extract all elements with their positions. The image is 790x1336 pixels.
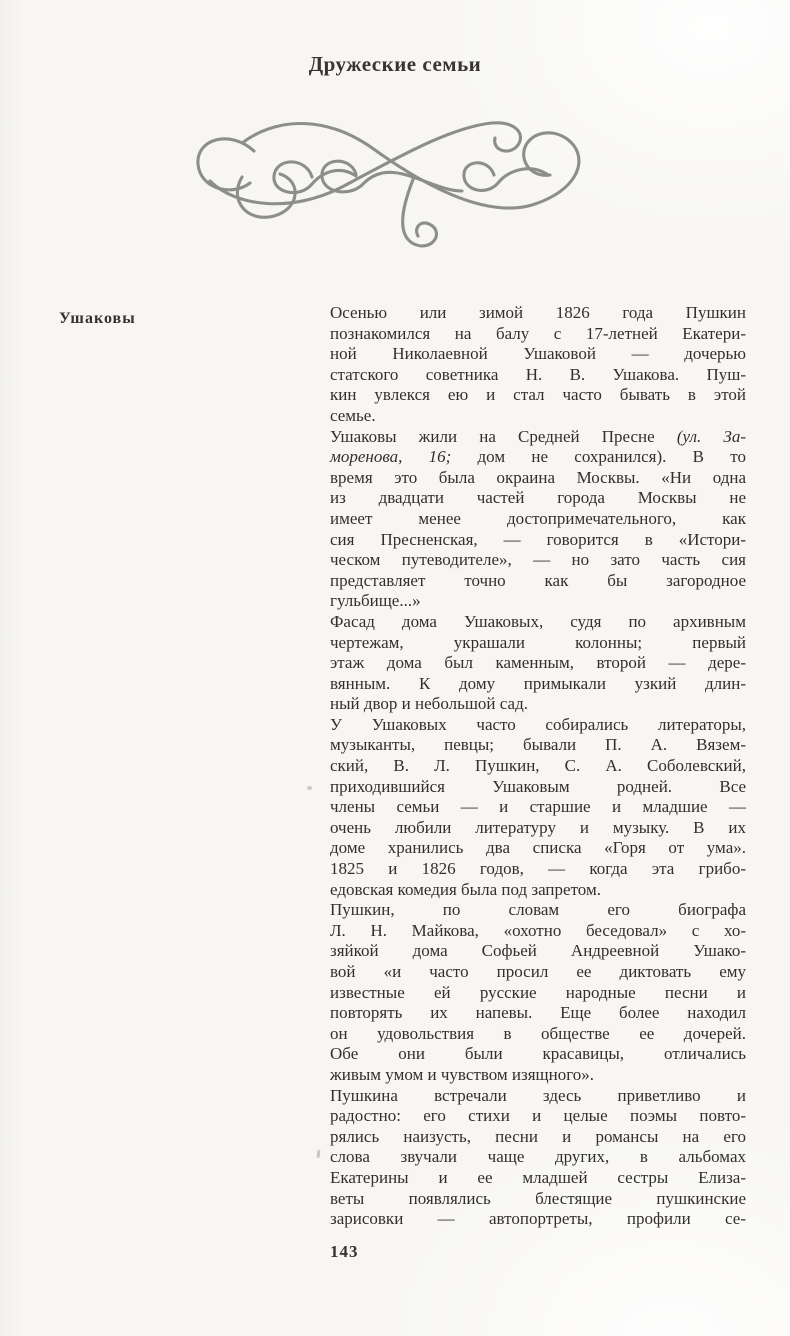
text-line: сия Пресненская, — говорится в «Истори- [330,529,746,549]
text-line: Осенью или зимой 1826 года Пушкин [330,303,746,322]
page-number: 143 [330,1242,359,1261]
text-line: 1825 и 1826 годов, — когда эта грибо- [330,859,746,879]
text-line: приходившийся Ушаковым родней. Все [330,776,746,796]
text-line: познакомился на балу с 17-летней Екатери- [330,323,746,343]
text-line: зяйкой дома Софьей Андреевной Ушако- [330,941,746,961]
text-line: ский, В. Л. Пушкин, С. А. Соболевский, [330,756,746,776]
text-line: радостно: его стихи и целые поэмы повто- [330,1106,746,1126]
text-line: Л. Н. Майкова, «охотно беседовал» с хо- [330,920,746,940]
text-line: Пушкин, по словам его биографа [330,900,746,920]
text-line: семье. [330,405,376,425]
text-line: Пушкина встречали здесь приветливо и [330,1085,746,1105]
text-line: зарисовки — автопортреты, профили се- [330,1209,746,1229]
text-line: веты появлялись блестящие пушкинские [330,1188,746,1208]
text-line: этаж дома был каменным, второй — дере- [330,653,746,673]
text-line: ной Николаевной Ушаковой — дочерью [330,344,746,364]
flourish-ornament-icon [180,95,610,255]
text-line: известные ей русские народные песни и [330,982,746,1002]
text-line: моренова, 16; дом не сохранился). В то [330,447,746,467]
text-line: очень любили литературу и музыку. В их [330,817,746,837]
text-line: слова звучали чаще других, в альбомах [330,1147,746,1167]
text-line: Екатерины и ее младшей сестры Елиза- [330,1167,746,1187]
text-line: имеет менее достопримечательного, как [330,508,746,528]
text-line: Ушаковы жили на Средней Пресне (ул. За- [330,426,746,446]
text-line: чертежам, украшали колонны; первый [330,632,746,652]
text-line: доме хранились два списка «Горя от ума». [330,838,746,858]
text-line: ческом путеводителе», — но зато часть сия [330,550,746,570]
text-line: гульбище...» [330,591,421,611]
text-line: ный двор и небольшой сад. [330,694,528,714]
text-line: члены семьи — и старшие и младшие — [330,797,746,817]
text-line: вой «и часто просил ее диктовать ему [330,962,746,981]
text-line: статского советника Н. В. Ушакова. Пуш- [330,364,746,384]
text-line: Фасад дома Ушаковых, судя по архивным [330,611,746,631]
section-heading: Ушаковы [59,310,136,327]
scan-speck [307,786,312,790]
text-line: Обе они были красавицы, отличались [330,1044,746,1064]
text-line: музыканты, певцы; бывали П. А. Вязем- [330,735,746,755]
text-line: едовская комедия была под запретом. [330,879,601,899]
text-line: вянным. К дому примыкали узкий длин- [330,673,746,693]
text-line: он удовольствия в обществе ее дочерей. [330,1023,746,1043]
text-line: представляет точно как бы загородное [330,570,746,590]
text-line: живым умом и чувством изящного». [330,1064,595,1084]
text-line: из двадцати частей города Москвы не [330,488,746,508]
text-line: время это была окраина Москвы. «Ни одна [330,467,746,487]
scan-speck [316,1150,320,1158]
text-line: У Ушаковых часто собирались литераторы, [330,714,746,734]
text-line: рялись наизусть, песни и романсы на его [330,1126,746,1146]
body-text [330,303,746,1230]
text-line: повторять их напевы. Еще более находил [330,1003,746,1023]
chapter-title: Дружеские семьи [308,52,482,76]
text-line: кин увлекся ею и стал часто бывать в этой [330,385,746,405]
